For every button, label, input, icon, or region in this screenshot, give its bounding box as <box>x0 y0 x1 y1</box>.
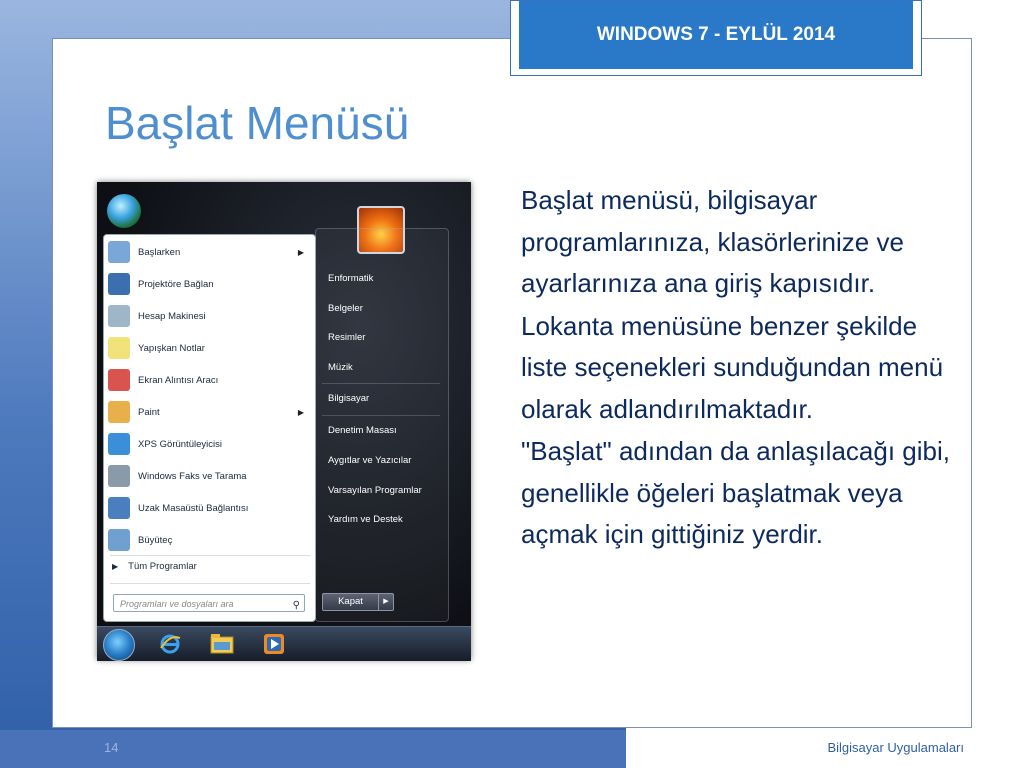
start-menu-screenshot <box>97 182 471 660</box>
file-explorer-icon[interactable] <box>209 631 235 657</box>
right-item-enformatik[interactable]: Enformatik <box>328 273 374 284</box>
search-icon[interactable]: ⚲ <box>292 600 300 611</box>
search-placeholder: Programları ve dosyaları ara <box>120 599 234 609</box>
paragraph: Lokanta menüsüne benzer şekilde liste seçenekleri sunduğundan menü olarak adlandırılmaktadır. <box>521 310 944 424</box>
footer <box>0 730 1024 768</box>
program-item[interactable] <box>108 301 308 331</box>
program-label: Ekran Alıntısı Aracı <box>138 374 219 386</box>
program-item[interactable] <box>108 365 308 395</box>
windows-orb-icon <box>107 194 141 228</box>
program-item[interactable] <box>108 397 308 427</box>
right-item-pictures[interactable]: Resimler <box>328 332 366 343</box>
sticky-notes-icon <box>108 337 130 359</box>
snipping-tool-icon <box>108 369 130 391</box>
paragraph: Başlat menüsü, bilgisayar programlarınıza, klasörlerinize ve ayarlarınıza ana giriş kapısıdır. <box>521 185 904 298</box>
divider <box>110 555 310 556</box>
media-player-icon[interactable] <box>261 631 287 657</box>
expand-arrow-icon: ▶ <box>112 562 119 571</box>
shutdown-options-arrow-icon[interactable]: ▶ <box>383 598 389 605</box>
places-pane <box>315 228 449 622</box>
taskbar <box>97 626 471 661</box>
program-label: XPS Görüntüleyicisi <box>138 438 222 450</box>
internet-explorer-icon[interactable] <box>157 631 183 657</box>
right-item-default-programs[interactable]: Varsayılan Programlar <box>328 485 422 496</box>
program-item[interactable] <box>108 269 308 299</box>
paint-icon <box>108 401 130 423</box>
right-item-control-panel[interactable]: Denetim Masası <box>328 425 397 436</box>
all-programs-label: Tüm Programlar <box>128 561 197 572</box>
shutdown-button[interactable] <box>322 593 394 611</box>
footer-bar <box>0 730 626 768</box>
fax-scan-icon <box>108 465 130 487</box>
divider <box>322 383 440 384</box>
program-item[interactable] <box>108 333 308 363</box>
divider <box>110 583 310 584</box>
program-item[interactable] <box>108 525 308 555</box>
magnifier-icon <box>108 529 130 551</box>
program-item[interactable] <box>108 429 308 459</box>
program-item[interactable] <box>108 493 308 523</box>
right-item-music[interactable]: Müzik <box>328 362 353 373</box>
program-label: Başlarken <box>138 246 181 258</box>
projector-icon <box>108 273 130 295</box>
start-orb-icon[interactable] <box>103 629 135 661</box>
xps-viewer-icon <box>108 433 130 455</box>
right-item-devices-printers[interactable]: Aygıtlar ve Yazıcılar <box>328 455 412 466</box>
page-number: 14 <box>104 740 119 755</box>
calculator-icon <box>108 305 130 327</box>
program-label: Hesap Makinesi <box>138 310 206 322</box>
getting-started-icon <box>108 241 130 263</box>
program-label: Paint <box>138 406 160 418</box>
submenu-arrow-icon: ▶ <box>297 407 304 417</box>
right-item-computer[interactable]: Bilgisayar <box>328 393 370 404</box>
header-title: WINDOWS 7 - EYLÜL 2014 <box>519 1 913 69</box>
program-label: Windows Faks ve Tarama <box>138 470 247 482</box>
course-name: Bilgisayar Uygulamaları <box>827 740 964 755</box>
all-programs-button[interactable] <box>112 561 197 572</box>
search-input[interactable] <box>113 594 305 612</box>
right-item-help-support[interactable]: Yardım ve Destek <box>328 514 403 525</box>
program-label: Büyüteç <box>138 534 173 546</box>
program-label: Uzak Masaüstü Bağlantısı <box>138 502 249 514</box>
programs-pane <box>103 234 316 622</box>
right-item-documents[interactable]: Belgeler <box>328 303 363 314</box>
program-label: Yapışkan Notlar <box>138 342 205 354</box>
remote-desktop-icon <box>108 497 130 519</box>
header-box <box>510 0 922 76</box>
program-item[interactable] <box>108 461 308 491</box>
program-item[interactable] <box>108 237 308 267</box>
shutdown-label: Kapat <box>323 594 379 610</box>
submenu-arrow-icon: ▶ <box>297 247 304 257</box>
divider <box>322 415 440 416</box>
body-text <box>521 180 951 557</box>
program-label: Projektöre Bağlan <box>138 278 214 290</box>
paragraph: "Başlat" adından da anlaşılacağı gibi, genellikle öğeleri başlatmak veya açmak için gittiğiniz yerdir. <box>521 436 950 549</box>
page-title: Başlat Menüsü <box>105 97 410 149</box>
